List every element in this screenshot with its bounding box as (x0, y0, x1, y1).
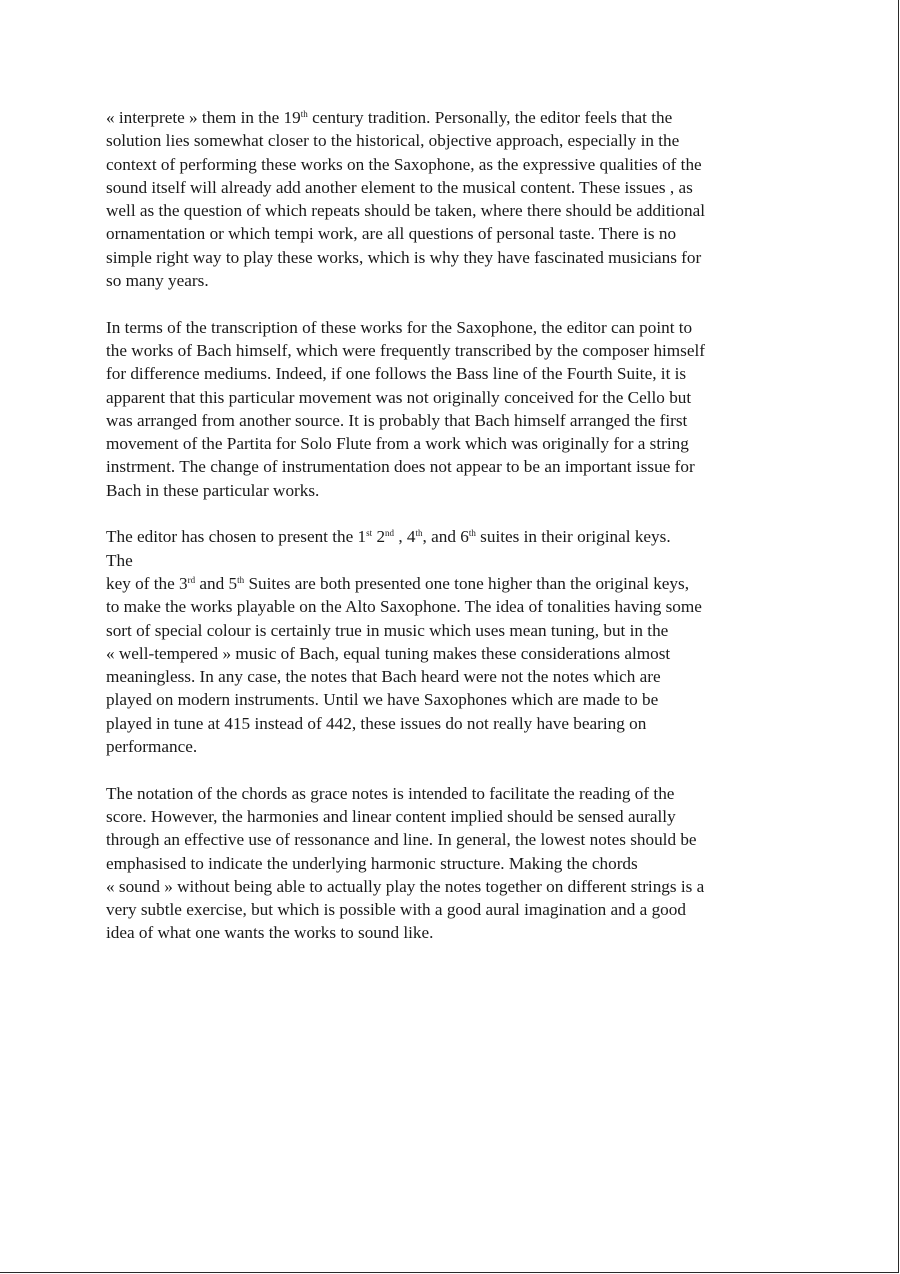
ordinal-superscript: th (468, 528, 476, 539)
text-line (106, 176, 806, 199)
text-run: , 4 (394, 527, 416, 547)
ordinal-superscript: th (237, 574, 245, 585)
text-run: very subtle exercise, but which is possible with a good aural imagination and a good (106, 900, 686, 920)
text-line (106, 549, 806, 572)
text-run: solution lies somewhat closer to the historical, objective approach, especially in the (106, 131, 680, 151)
body-text (106, 106, 806, 968)
text-run: key of the 3 (106, 573, 188, 593)
text-run: century tradition. Personally, the editor feels that the (307, 108, 673, 127)
text-line (106, 129, 806, 152)
text-run: Bach in these particular works. (106, 480, 320, 500)
text-line (106, 362, 806, 385)
text-line (106, 525, 806, 548)
paragraph (106, 316, 806, 502)
text-run: Suites are both presented one tone higher than the original keys, (244, 573, 690, 593)
text-line (106, 222, 806, 245)
text-line (106, 432, 806, 455)
text-line (106, 852, 806, 875)
text-run: for difference mediums. Indeed, if one follows the Bass line of the Fourth Suite, it is (106, 364, 687, 384)
text-line (106, 386, 806, 409)
text-run: the works of Bach himself, which were frequently transcribed by the composer himself (106, 340, 705, 360)
ordinal-superscript: th (415, 528, 423, 539)
text-line (106, 269, 806, 292)
text-line (106, 782, 806, 805)
text-line (106, 828, 806, 851)
text-line (106, 665, 806, 688)
text-line (106, 735, 806, 758)
text-run: The (106, 550, 133, 570)
text-run: « sound » without being able to actually play the notes together on different strings is a (106, 876, 705, 896)
text-run: emphasised to indicate the underlying harmonic structure. Making the chords (106, 853, 638, 873)
text-run: idea of what one wants the works to sound like. (106, 923, 434, 943)
text-run: score. However, the harmonies and linear content implied should be sensed aurally (106, 806, 676, 826)
text-run: played in tune at 415 instead of 442, these issues do not really have bearing on (106, 713, 647, 733)
text-run: apparent that this particular movement was not originally conceived for the Cello but (106, 387, 692, 407)
text-run: performance. (106, 737, 198, 757)
text-run: to make the works playable on the Alto Saxophone. The idea of tonalities having some (106, 597, 702, 617)
text-line (106, 153, 806, 176)
text-line (106, 688, 806, 711)
text-line (106, 921, 806, 944)
text-run: 2 (372, 527, 386, 547)
text-run: meaningless. In any case, the notes that Bach heard were not the notes which are (106, 667, 661, 687)
text-run: simple right way to play these works, which is why they have fascinated musicians for (106, 247, 702, 267)
text-run: suites in their original keys. (475, 527, 671, 547)
paragraph (106, 106, 806, 292)
text-run: The editor has chosen to present the 1 (106, 527, 367, 547)
text-line (106, 572, 806, 595)
text-line (106, 805, 806, 828)
text-run: , and 6 (422, 527, 469, 547)
text-run: played on modern instruments. Until we have Saxophones which are made to be (106, 690, 659, 710)
text-line (106, 409, 806, 432)
text-line (106, 455, 806, 478)
text-run: sound itself will already add another element to the musical content. These issues , as (106, 177, 693, 197)
text-run: sort of special colour is certainly true in music which uses mean tuning, but in the (106, 620, 669, 640)
paragraph (106, 782, 806, 945)
text-run: ornamentation or which tempi work, are all questions of personal taste. There is no (106, 224, 677, 244)
text-run: was arranged from another source. It is probably that Bach himself arranged the first (106, 410, 688, 430)
text-line (106, 479, 806, 502)
text-line (106, 246, 806, 269)
text-line (106, 875, 806, 898)
text-run: instrment. The change of instrumentation does not appear to be an important issue for (106, 457, 695, 477)
text-run: through an effective use of ressonance and line. In general, the lowest notes should be (106, 830, 697, 850)
text-run: and 5 (195, 573, 238, 593)
text-line (106, 712, 806, 735)
ordinal-superscript: nd (385, 528, 395, 539)
text-line (106, 316, 806, 339)
text-run: context of performing these works on the Saxophone, as the expressive qualities of the (106, 154, 702, 174)
paragraph (106, 525, 806, 758)
text-run: movement of the Partita for Solo Flute from a work which was originally for a string (106, 434, 689, 454)
ordinal-superscript: st (366, 528, 373, 539)
text-line (106, 619, 806, 642)
ordinal-superscript: rd (187, 574, 196, 585)
text-line (106, 199, 806, 222)
ordinal-superscript: th (300, 109, 308, 119)
text-line (106, 642, 806, 665)
text-run: well as the question of which repeats should be taken, where there should be additional (106, 201, 706, 221)
text-run: The notation of the chords as grace notes is intended to facilitate the reading of the (106, 783, 675, 803)
text-run: so many years. (106, 271, 209, 291)
text-run: « interprete » them in the 19 (106, 108, 301, 127)
text-line (106, 595, 806, 618)
text-run: « well-tempered » music of Bach, equal tuning makes these considerations almost (106, 643, 671, 663)
text-run: In terms of the transcription of these works for the Saxophone, the editor can point to (106, 317, 693, 337)
text-line (106, 339, 806, 362)
text-line (106, 106, 806, 129)
text-line (106, 898, 806, 921)
